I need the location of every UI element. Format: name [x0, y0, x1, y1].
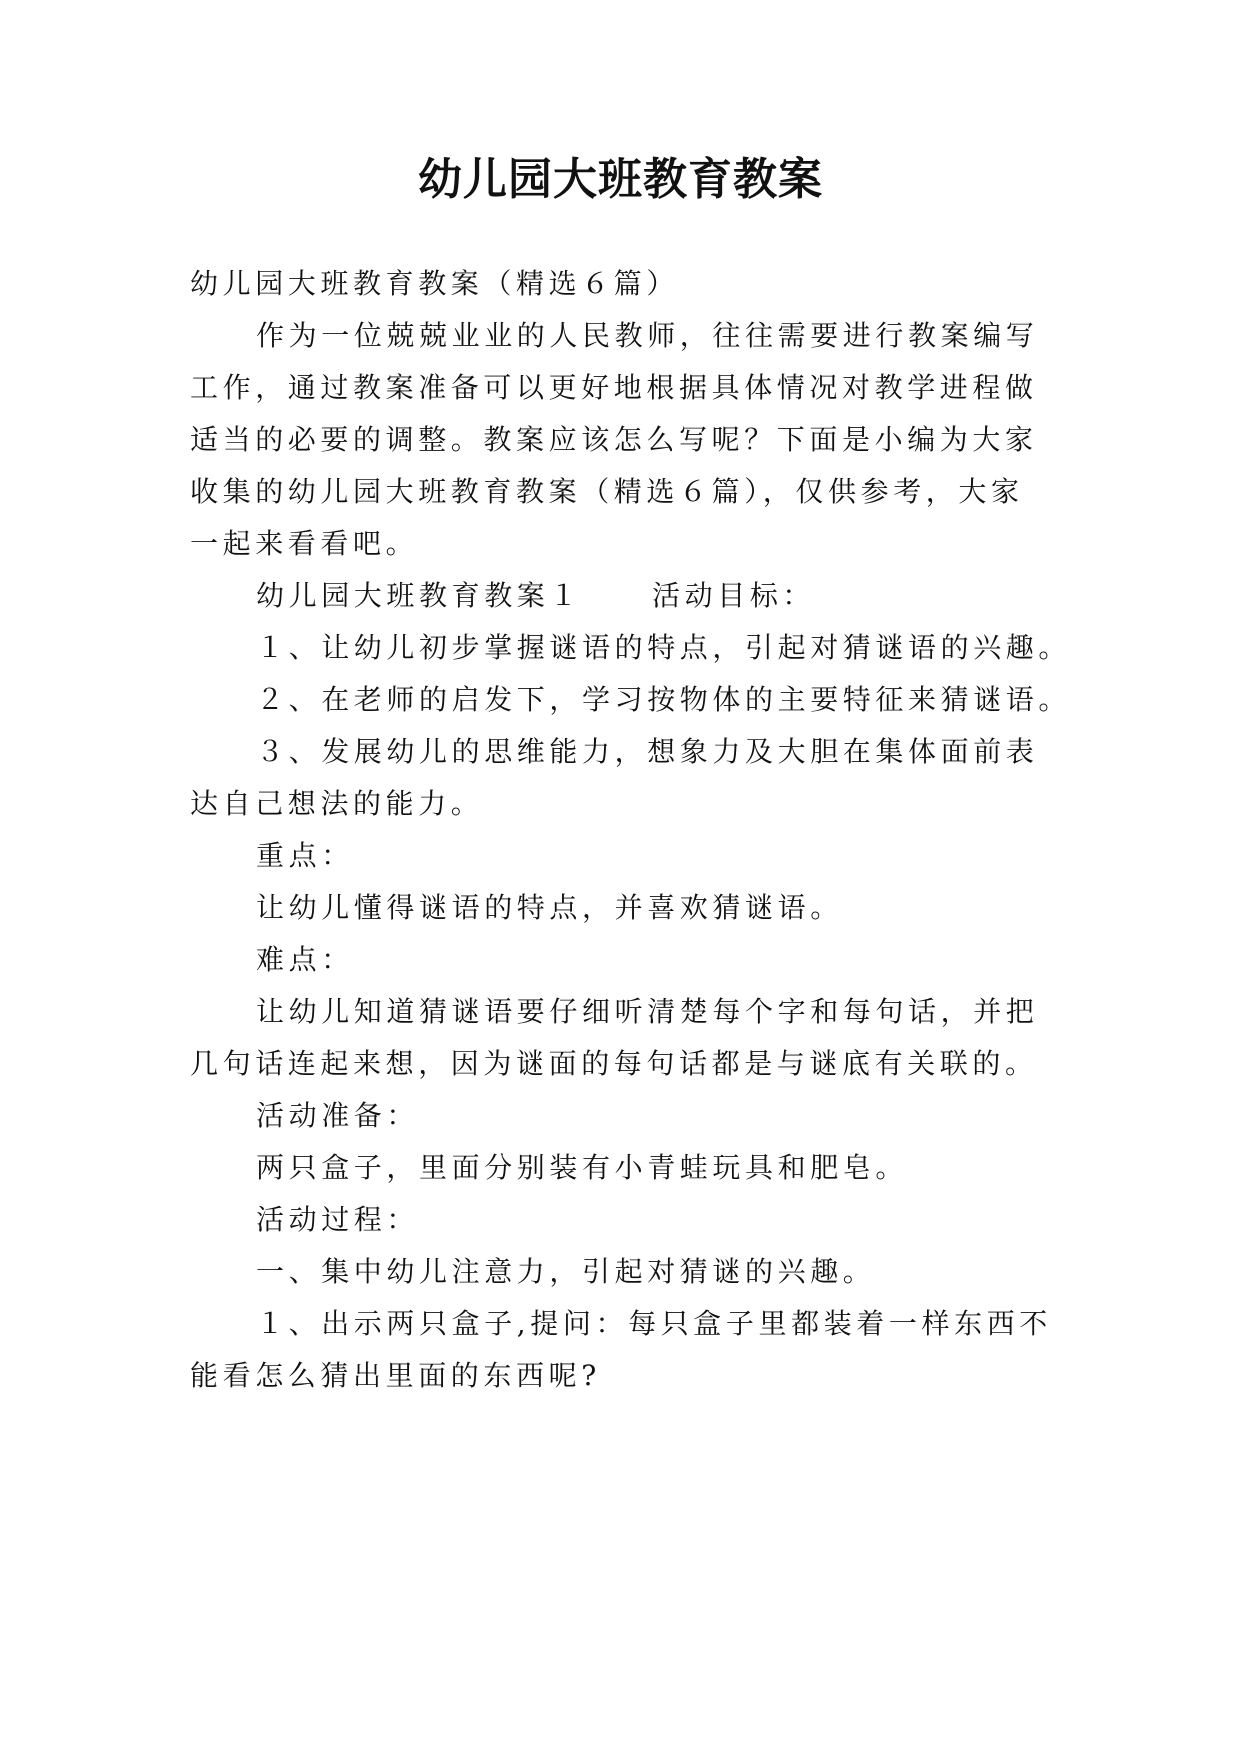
goal-1: １、让幼儿初步掌握谜语的特点，引起对猜谜语的兴趣。: [256, 631, 1072, 664]
goal-3-line-2: 达自己想法的能力。: [190, 787, 484, 820]
preparation-text: 两只盒子，里面分别装有小青蛙玩具和肥皂。: [256, 1151, 909, 1184]
process-item-1-line-2: 能看怎么猜出里面的东西呢?: [190, 1359, 601, 1392]
intro-line-1: 作为一位兢兢业业的人民教师，往往需要进行教案编写: [256, 319, 1039, 352]
document-subtitle: 幼儿园大班教育教案（精选６篇）: [190, 267, 680, 300]
activity-goals-label: 活动目标：: [652, 579, 816, 612]
intro-line-2: 工作，通过教案准备可以更好地根据具体情况对教学进程做: [190, 371, 1038, 404]
process-item-1-line-1: １、出示两只盒子,提问：每只盒子里都装着一样东西不: [256, 1307, 1052, 1340]
intro-line-4: 收集的幼儿园大班教育教案（精选６篇），仅供参考，大家: [190, 475, 1024, 508]
goal-3-line-1: ３、发展幼儿的思维能力，想象力及大胆在集体面前表: [256, 735, 1039, 768]
section-heading-row: [256, 576, 815, 616]
intro-line-3: 适当的必要的调整。教案应该怎么写呢？下面是小编为大家: [190, 423, 1038, 456]
page-title: 幼儿园大班教育教案: [418, 154, 823, 205]
difficulty-label: 难点：: [256, 943, 354, 976]
key-point-label: 重点：: [256, 839, 354, 872]
section-heading: 幼儿园大班教育教案１: [256, 579, 583, 612]
goal-2: ２、在老师的启发下，学习按物体的主要特征来猜谜语。: [256, 683, 1072, 716]
difficulty-line-1: 让幼儿知道猜谜语要仔细听清楚每个字和每句话，并把: [256, 995, 1039, 1028]
intro-line-5: 一起来看看吧。: [190, 527, 419, 560]
preparation-label: 活动准备：: [256, 1099, 420, 1132]
difficulty-line-2: 几句话连起来想，因为谜面的每句话都是与谜底有关联的。: [190, 1047, 1038, 1080]
process-step-1: 一、集中幼儿注意力，引起对猜谜的兴趣。: [256, 1255, 876, 1288]
process-label: 活动过程：: [256, 1203, 420, 1236]
key-point-text: 让幼儿懂得谜语的特点，并喜欢猜谜语。: [256, 891, 843, 924]
